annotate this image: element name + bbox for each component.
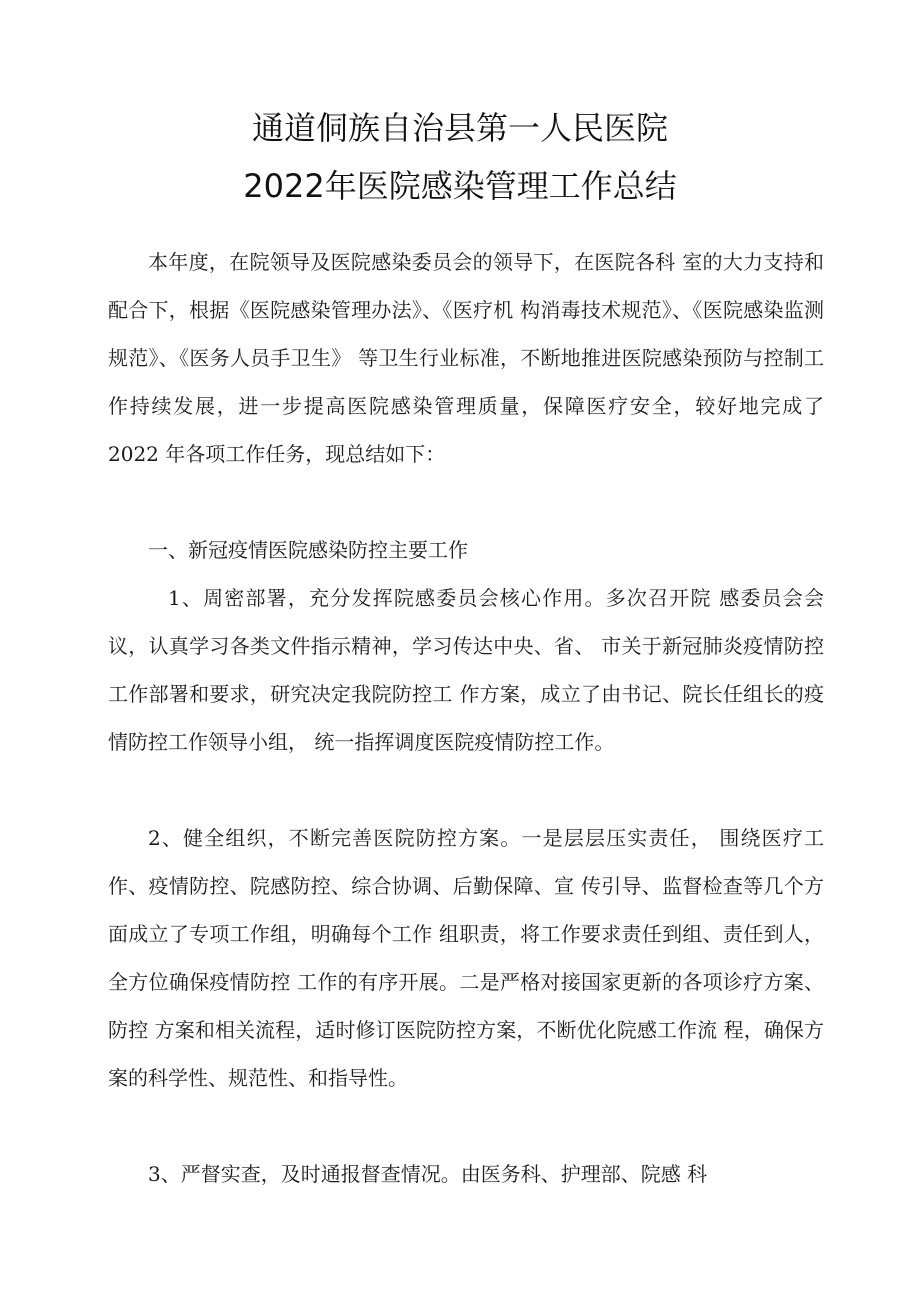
document-title-hospital: 通道侗族自治县第一人民医院 bbox=[251, 109, 668, 147]
paragraph-item-2: 2、健全组织，不断完善医院防控方案。一是层层压实责任， 围绕医疗工作、疫情防控、院感防控、综合协调、后勤保障、宣 传引导、监督检查等几个方面成立了专项工作组，明确每个工作 组职责，将工作要求责任到组、责任到人，全方位确保疫情防控 工作的有序开展。二是严格对接国家更新的各项诊疗方案、防控 方案和相关流程，适时修订医院防控方案，不断优化院感工作流 程，确保方案的科学性、规范性、和指导性。 bbox=[108, 826, 824, 1090]
paragraph-item-3: 3、严督实查，及时通报督查情况。由医务科、护理部、院感 科 bbox=[148, 1162, 708, 1186]
paragraph-item-1: 1、周密部署，充分发挥院感委员会核心作用。多次召开院 感委员会会议，认真学习各类文件指示精神，学习传达中央、省、 市关于新冠肺炎疫情防控工作部署和要求，研究决定我院防控工 作方案，成立了由书记、院长任组长的疫情防控工作领导小组， 统一指挥调度医院疫情防控工作。 bbox=[108, 586, 824, 754]
paragraph-intro: 本年度，在院领导及医院感染委员会的领导下，在医院各科 室的大力支持和配合下，根据《医院感染管理办法》、《医疗机 构消毒技术规范》、《医院感染监测规范》、《医务人员手卫生》 等卫生行业标准，不断地推进医院感染预防与控制工作持续发展，进一步提高医院感染管理质量，保障医疗安全，较好地完成了 2022 年各项工作任务，现总结如下： bbox=[108, 250, 824, 466]
document-title-report: 2022年医院感染管理工作总结 bbox=[243, 167, 677, 205]
section-heading-1: 一、新冠疫情医院感染防控主要工作 bbox=[148, 538, 468, 562]
